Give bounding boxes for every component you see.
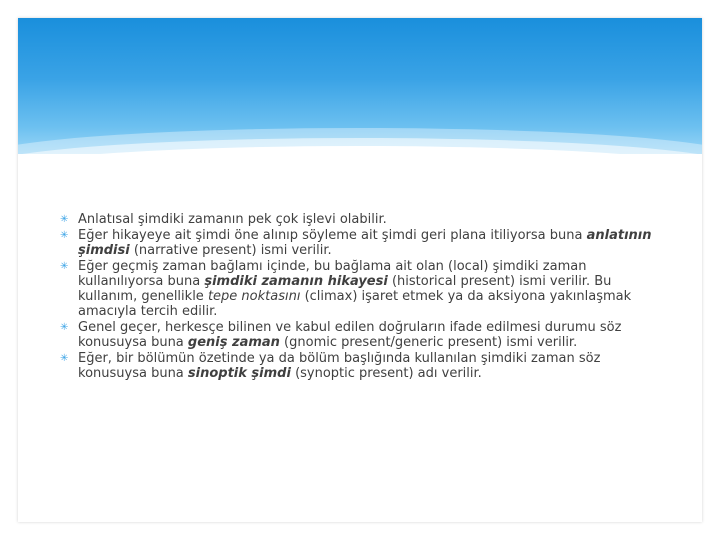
bullet-text: (historical present) ismi verilir. Bu kullanım, genellikle (78, 274, 612, 304)
italic-text: tepe noktasını (207, 289, 301, 304)
bullet-item (60, 320, 660, 350)
bullet-text: Genel geçer, herkesçe bilinen ve kabul edilen doğruların ifade edilmesi durumu söz konusuysa buna (78, 320, 622, 350)
bullet-text: Eğer geçmiş zaman bağlamı içinde, bu bağlama ait olan (local) şimdiki zaman kullanılıyorsa buna (78, 259, 587, 289)
bullet-text: (narrative present) ismi verilir. (129, 243, 332, 258)
term-text: geniş zaman (187, 335, 280, 350)
term-text: anlatının şimdisi (78, 228, 652, 258)
bullet-text: (gnomic present/generic present) ismi verilir. (279, 335, 578, 350)
asterisk-icon: ✳ (60, 214, 69, 225)
bullet-item (60, 212, 660, 227)
bullet-text: (climax) işaret etmek ya da aksiyona yakınlaşmak amacıyla tercih edilir. (78, 289, 632, 319)
bullet-list (60, 212, 660, 382)
bullet-text: Eğer, bir bölümün özetinde ya da bölüm başlığında kullanılan şimdiki zaman söz konusuysa buna (78, 351, 601, 381)
bullet-item (60, 259, 660, 319)
bullet-item (60, 351, 660, 381)
bullet-text: Eğer hikayeye ait şimdi öne alınıp söyleme ait şimdi geri plana itiliyorsa buna (78, 228, 587, 243)
asterisk-icon: ✳ (60, 322, 69, 333)
asterisk-icon: ✳ (60, 230, 69, 241)
asterisk-icon: ✳ (60, 261, 69, 272)
header-banner (18, 18, 702, 154)
term-text: şimdiki zamanın hikayesi (204, 274, 388, 289)
bullet-text: Anlatısal şimdiki zamanın pek çok işlevi olabilir. (78, 212, 387, 227)
asterisk-icon: ✳ (60, 353, 69, 364)
bullet-text: (synoptic present) adı verilir. (290, 366, 482, 381)
term-text: sinoptik şimdi (187, 366, 291, 381)
bullet-item (60, 228, 660, 258)
